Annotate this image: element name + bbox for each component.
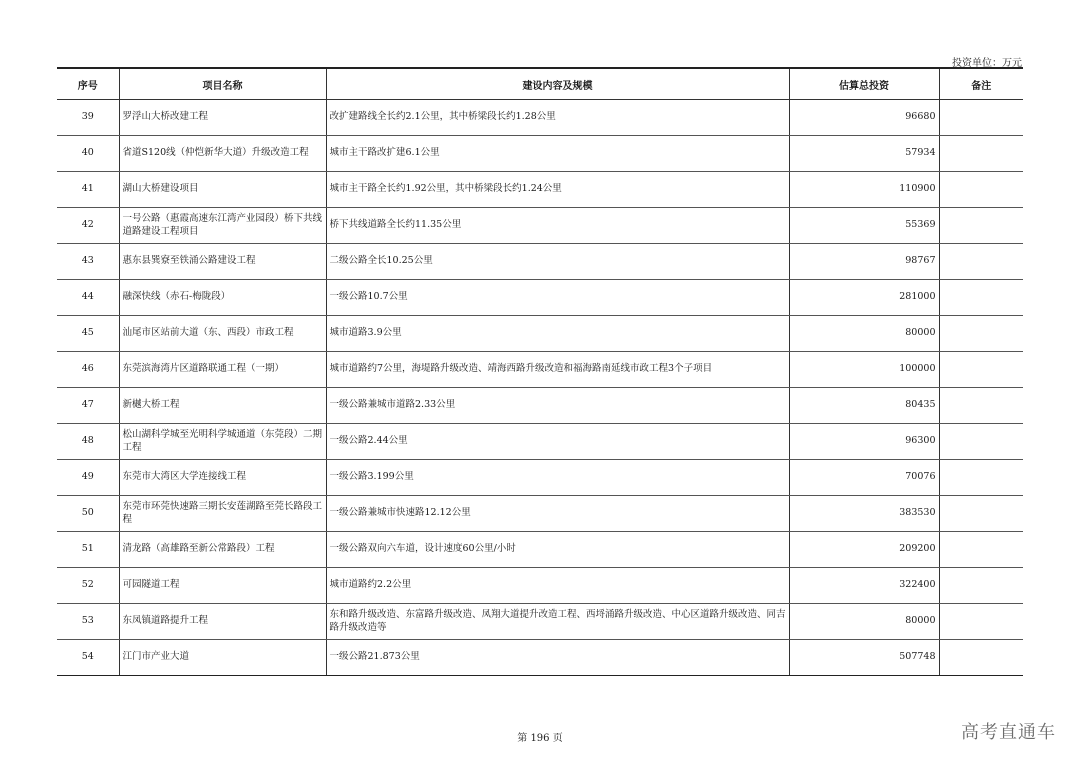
cell-construction-scope: 城市道路约7公里，海堤路升级改造、靖海西路升级改造和福海路南延线市政工程3个子项目	[326, 352, 789, 388]
cell-investment: 281000	[789, 280, 939, 316]
cell-seq: 50	[57, 496, 119, 532]
cell-project-name: 东莞市大湾区大学连接线工程	[119, 460, 326, 496]
cell-project-name: 一号公路（惠霞高速东江湾产业园段）桥下共线道路建设工程项目	[119, 208, 326, 244]
table-row	[57, 496, 1023, 532]
cell-investment: 383530	[789, 496, 939, 532]
cell-seq: 48	[57, 424, 119, 460]
table-row	[57, 280, 1023, 316]
table-row	[57, 172, 1023, 208]
cell-investment: 110900	[789, 172, 939, 208]
table-row	[57, 568, 1023, 604]
cell-seq: 52	[57, 568, 119, 604]
cell-project-name: 湖山大桥建设项目	[119, 172, 326, 208]
cell-construction-scope: 城市主干路改扩建6.1公里	[326, 136, 789, 172]
watermark-text: 高考直通车	[961, 722, 1056, 743]
cell-seq: 47	[57, 388, 119, 424]
cell-construction-scope: 桥下共线道路全长约11.35公里	[326, 208, 789, 244]
table-row	[57, 640, 1023, 676]
header-construction-scope: 建设内容及规模	[326, 68, 789, 100]
table-row	[57, 136, 1023, 172]
cell-investment: 96300	[789, 424, 939, 460]
header-project-name: 项目名称	[119, 68, 326, 100]
cell-remark	[939, 100, 1023, 136]
cell-investment: 80000	[789, 316, 939, 352]
investment-unit-note: 投资单位：万元	[952, 58, 1022, 69]
cell-investment: 322400	[789, 568, 939, 604]
cell-remark	[939, 136, 1023, 172]
cell-construction-scope: 一级公路3.199公里	[326, 460, 789, 496]
cell-construction-scope: 一级公路双向六车道，设计速度60公里/小时	[326, 532, 789, 568]
cell-project-name: 清龙路（高雄路至新公常路段）工程	[119, 532, 326, 568]
cell-construction-scope: 城市道路约2.2公里	[326, 568, 789, 604]
cell-remark	[939, 280, 1023, 316]
cell-seq: 40	[57, 136, 119, 172]
table-header-row	[57, 68, 1023, 100]
cell-seq: 45	[57, 316, 119, 352]
cell-construction-scope: 二级公路全长10.25公里	[326, 244, 789, 280]
cell-remark	[939, 208, 1023, 244]
cell-investment: 507748	[789, 640, 939, 676]
cell-remark	[939, 244, 1023, 280]
cell-construction-scope: 一级公路兼城市道路2.33公里	[326, 388, 789, 424]
cell-project-name: 可园隧道工程	[119, 568, 326, 604]
cell-remark	[939, 460, 1023, 496]
table-row	[57, 244, 1023, 280]
cell-construction-scope: 一级公路兼城市快速路12.12公里	[326, 496, 789, 532]
cell-investment: 209200	[789, 532, 939, 568]
cell-remark	[939, 640, 1023, 676]
table-row	[57, 352, 1023, 388]
cell-seq: 49	[57, 460, 119, 496]
cell-remark	[939, 172, 1023, 208]
cell-investment: 98767	[789, 244, 939, 280]
cell-remark	[939, 388, 1023, 424]
cell-seq: 42	[57, 208, 119, 244]
cell-project-name: 东莞滨海湾片区道路联通工程（一期）	[119, 352, 326, 388]
cell-remark	[939, 496, 1023, 532]
table-row	[57, 100, 1023, 136]
cell-project-name: 罗浮山大桥改建工程	[119, 100, 326, 136]
cell-construction-scope: 城市道路3.9公里	[326, 316, 789, 352]
cell-investment: 80000	[789, 604, 939, 640]
table-row	[57, 316, 1023, 352]
header-seq: 序号	[57, 68, 119, 100]
cell-project-name: 省道S120线（仲恺新华大道）升级改造工程	[119, 136, 326, 172]
table-row	[57, 532, 1023, 568]
cell-remark	[939, 316, 1023, 352]
table-row	[57, 424, 1023, 460]
cell-investment: 96680	[789, 100, 939, 136]
cell-remark	[939, 604, 1023, 640]
header-remark: 备注	[939, 68, 1023, 100]
project-table	[57, 67, 1023, 676]
table-row	[57, 604, 1023, 640]
cell-seq: 53	[57, 604, 119, 640]
cell-seq: 39	[57, 100, 119, 136]
cell-construction-scope: 城市主干路全长约1.92公里，其中桥梁段长约1.24公里	[326, 172, 789, 208]
table-row	[57, 208, 1023, 244]
cell-remark	[939, 424, 1023, 460]
cell-investment: 80435	[789, 388, 939, 424]
cell-remark	[939, 352, 1023, 388]
cell-remark	[939, 568, 1023, 604]
cell-project-name: 汕尾市区站前大道（东、西段）市政工程	[119, 316, 326, 352]
cell-remark	[939, 532, 1023, 568]
table-row	[57, 460, 1023, 496]
cell-seq: 51	[57, 532, 119, 568]
cell-investment: 55369	[789, 208, 939, 244]
cell-construction-scope: 东和路升级改造、东富路升级改造、凤翔大道提升改造工程、西埒涌路升级改造、中心区道路升级改造、同吉路升级改造等	[326, 604, 789, 640]
cell-construction-scope: 一级公路10.7公里	[326, 280, 789, 316]
cell-investment: 100000	[789, 352, 939, 388]
table-row	[57, 388, 1023, 424]
cell-project-name: 新樾大桥工程	[119, 388, 326, 424]
cell-seq: 54	[57, 640, 119, 676]
cell-construction-scope: 一级公路21.873公里	[326, 640, 789, 676]
cell-construction-scope: 改扩建路线全长约2.1公里，其中桥梁段长约1.28公里	[326, 100, 789, 136]
cell-seq: 41	[57, 172, 119, 208]
cell-project-name: 惠东县巽寮至铁涌公路建设工程	[119, 244, 326, 280]
cell-project-name: 东凤镇道路提升工程	[119, 604, 326, 640]
page-number: 第 196 页	[517, 733, 563, 744]
cell-project-name: 融深快线（赤石-梅陇段）	[119, 280, 326, 316]
cell-construction-scope: 一级公路2.44公里	[326, 424, 789, 460]
cell-seq: 43	[57, 244, 119, 280]
cell-project-name: 江门市产业大道	[119, 640, 326, 676]
cell-investment: 70076	[789, 460, 939, 496]
cell-investment: 57934	[789, 136, 939, 172]
cell-project-name: 东莞市环莞快速路三期长安莲湖路至莞长路段工程	[119, 496, 326, 532]
cell-seq: 46	[57, 352, 119, 388]
header-estimated-investment: 估算总投资	[789, 68, 939, 100]
cell-project-name: 松山湖科学城至光明科学城通道（东莞段）二期工程	[119, 424, 326, 460]
cell-seq: 44	[57, 280, 119, 316]
